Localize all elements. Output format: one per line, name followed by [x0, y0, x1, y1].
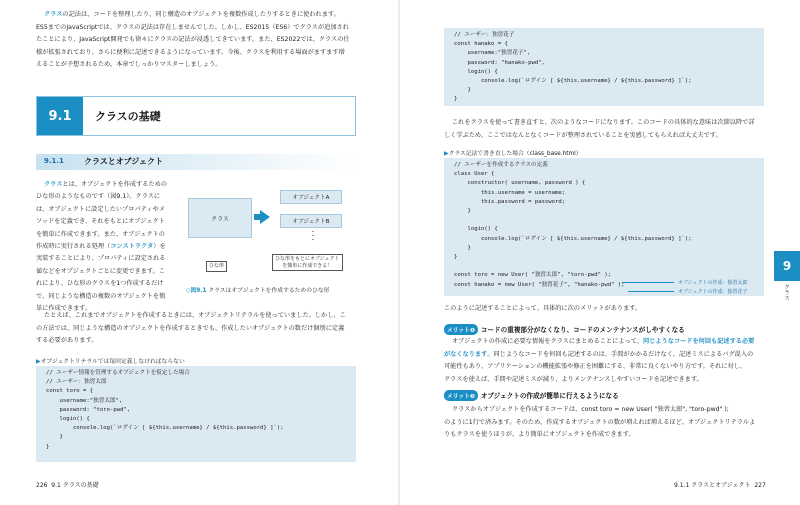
subsection-number: 9.1.1 — [44, 157, 64, 165]
code-line: this.password = password; — [454, 198, 566, 205]
intro-line — [36, 48, 345, 59]
arrow-right-icon — [260, 210, 270, 224]
body-text: 値などをオブジェクトごとに変更できます。こ — [36, 267, 165, 275]
merit-2-badge: メリット❷ — [444, 390, 478, 401]
subsection-title: クラスとオブジェクト — [84, 157, 164, 166]
code-line: // ユーザー情報を管理するオブジェクトを仮定した場合 — [46, 370, 190, 376]
intro-line — [44, 10, 340, 21]
term-highlight: コンストラクタ — [110, 243, 154, 250]
right-page — [400, 0, 800, 505]
body-text: とは、オブジェクトを作成するための — [62, 181, 168, 188]
body-line — [36, 292, 165, 303]
annotation-line-1 — [622, 282, 674, 283]
code-line: const hanako = { — [454, 41, 508, 48]
diagram-ellipsis: ・ ・ ・ — [310, 229, 317, 244]
intro-line — [36, 23, 349, 34]
code-block-class — [444, 158, 764, 296]
annotation-line-2 — [628, 291, 674, 292]
annotation-hanako: オブジェクトの作成：独習花子 — [678, 289, 748, 295]
chapter-label: クラス — [783, 284, 789, 301]
intro-text: ES5までのJavaScriptでは、クラスの記法は存在しませんでした。しかし、ES2015（ES6）でクラスが追加され — [36, 23, 349, 31]
code-line: login() { — [46, 416, 90, 423]
subsection-heading — [36, 154, 356, 170]
code-line — [454, 262, 764, 271]
merit-text: クラスを使えば、手間や記述ミスが減り、よりメンテナンスしやすいコードを記述できます。 — [444, 375, 703, 383]
figure-caption-text: クラスはオブジェクトを作成するためのひな形 — [208, 288, 330, 294]
code-line: // ユーザー：独習太郎 — [46, 379, 107, 386]
body-text: 実装することにより、プロパティに設定される — [36, 255, 166, 263]
intro-text: 様が拡張されており、さらに便利に記述できるようになっています。今後、クラスを利用する場面がますます増 — [36, 48, 345, 56]
caption-triangle-icon: ▶ — [444, 150, 449, 157]
merit-highlight: がなくなります — [444, 350, 488, 358]
body-text: ひな形のようなものです（図9.1）。クラスに — [36, 193, 161, 201]
code-line: } — [46, 434, 63, 441]
section-number: 9.1 — [37, 97, 83, 135]
merit-text: オブジェクトの作成に必要な情報をクラスにまとめることによって、 — [452, 338, 643, 345]
code-line — [454, 216, 764, 225]
code-line: login() { — [454, 226, 498, 233]
paragraph-line: する必要があります。 — [36, 337, 98, 345]
paragraph-line: たとえば、これまでオブジェクトを作成するときには、オブジェクトリテラルを使っていました。しかし、こ — [44, 312, 346, 319]
figure-caption-mark: ◇図9.1 — [186, 288, 207, 294]
merit-line: クラスからオブジェクトを作成するコードは、const toro = new User( "独習太郎", "toro-pwd" ); — [452, 406, 729, 413]
page-number: 226 — [36, 482, 48, 489]
merit-highlight: 同じようなコードを何回も記述する必要 — [642, 338, 755, 345]
code-caption-class-text: クラス記法で書き直した場合（class_base.html） — [448, 151, 582, 157]
body-line — [36, 254, 165, 265]
code-line: } — [454, 208, 471, 215]
paragraph-merits-intro: このように記述することによって、具体的に次のメリットがあります。 — [444, 305, 642, 312]
code-caption-literal-text: オブジェクトリテラルでは毎回定義しなければならない — [40, 359, 185, 365]
paragraph-line: しく学ぶため、ここではなんとなくコードが整理されていることを実感してもらえれば大丈夫です。 — [444, 131, 722, 139]
merit-line — [452, 337, 754, 348]
diagram-object-b: オブジェクトB — [280, 214, 342, 228]
code-line: username:"独習花子", — [454, 50, 531, 57]
caption-triangle-icon: ▶ — [36, 358, 41, 365]
merit-text: 可能性もあり、アプリケーションの機能拡張や修正を困難にする、非常に良くないやり方です。それに対し、 — [444, 363, 747, 371]
footer-title: クラスとオブジェクト — [691, 482, 751, 489]
code-line: constructor( username, password ) { — [454, 180, 586, 187]
footer-section: 9.1 — [51, 482, 61, 489]
code-line: const toro = new User( "独習太郎", "toro-pwd" ); — [454, 272, 612, 279]
diagram-class-box: クラス — [188, 198, 252, 238]
footer-section: 9.1.1 — [674, 482, 690, 489]
merit-line — [444, 375, 703, 386]
body-line — [36, 217, 165, 228]
body-text: ソッドを定義でき、それをもとにオブジェクト — [36, 218, 165, 226]
body-line — [36, 192, 160, 203]
left-footer — [36, 480, 99, 489]
diagram-callout: ひな形をもとにオブジェクト を簡単に作成できる！ — [272, 254, 343, 271]
body-text: 作成時に実行される処理（ — [36, 243, 111, 250]
merit-line: りもクラスを使うほうが、より簡単にオブジェクトを作成できます。 — [444, 431, 635, 439]
body-line — [36, 279, 164, 290]
code-line: // ユーザーを作成するクラスの定義 — [454, 162, 548, 168]
body-text: は、オブジェクトに設定したいプロパティやメ — [36, 205, 165, 213]
code-line: } — [46, 443, 50, 450]
merit-1-heading — [444, 324, 685, 335]
code-block-object-literal — [36, 366, 356, 462]
code-line: this.username = username; — [454, 189, 566, 196]
code-caption-class — [444, 148, 582, 157]
code-line: login() { — [454, 68, 498, 75]
merit-1-title: コードの重複部分がなくなり、コードのメンテナンスがしやすくなる — [480, 326, 685, 334]
body-text: を簡単に作成できます。また、オブジェクトの — [36, 230, 165, 238]
body-text: で、同じような構造の複数のオブジェクトを簡 — [36, 292, 166, 300]
diagram-object-a: オブジェクトA — [280, 190, 342, 204]
code-line: const toro = { — [46, 388, 94, 395]
term-highlight: クラス — [44, 181, 63, 188]
body-line — [44, 180, 167, 191]
code-line: } — [454, 254, 458, 261]
class-diagram — [186, 178, 356, 282]
code-line: } — [454, 96, 458, 103]
section-title: クラスの基礎 — [95, 110, 161, 123]
code-line: username:"独習太郎", — [46, 397, 123, 404]
page-number: 227 — [754, 482, 766, 489]
section-heading — [36, 96, 356, 136]
merit-line — [444, 362, 746, 373]
body-text: 単に作成できます。 — [36, 305, 92, 312]
intro-text: の記法は、コードを整理したり、同じ構造のオブジェクトを複数作成したりするときに使われます。 — [62, 11, 340, 18]
code-line: // ユーザー：独習花子 — [454, 32, 515, 38]
code-line: class User { — [454, 171, 495, 178]
diagram-hinagata-label: ひな形 — [206, 261, 227, 272]
code-caption-literal — [36, 356, 185, 365]
chapter-tab: 9 — [774, 251, 800, 281]
body-text: れにより、ひな形のクラスを1つ作成するだけ — [36, 280, 164, 288]
merit-line: のように1行で済みます。そのため、作成するオブジェクトの数が増えれば増えるほど、オブジェクトリテラルよ — [444, 418, 756, 426]
intro-line — [36, 60, 221, 71]
code-line: } — [454, 87, 471, 94]
paragraph-line: の方法では、同じような構造のオブジェクトを作成するときでも、作成したいオブジェクトの数だけ個別に定義 — [36, 324, 345, 332]
right-footer — [674, 480, 766, 489]
intro-text: たことにより、JavaScript開発でも徐々にクラスの記法が浸透してきています。また、ES2022では、クラスの仕 — [36, 36, 350, 44]
body-line — [36, 230, 165, 241]
term-highlight: クラス — [44, 11, 63, 18]
code-line: password: "hanako-pwd", — [454, 59, 545, 66]
code-line: password: "toro-pwd", — [46, 406, 131, 413]
merit-2-title: オブジェクトの作成が簡単に行えるようになる — [480, 392, 619, 400]
code-line: console.log(`ログイン [ ${this.username} / ${this.password} ]`); — [46, 425, 284, 432]
intro-text: えることが予想されるため、本章でしっかりマスターしましょう。 — [36, 61, 222, 69]
code-line: console.log(`ログイン [ ${this.username} / ${this.password} ]`); — [454, 235, 692, 242]
code-line: const hanako = new User( "独習花子", "hanako-pwd" ); — [454, 281, 625, 288]
paragraph-line: これをクラスを使って書き直すと、次のようなコードになります。このコードの具体的な意味は次節以降で詳 — [452, 119, 755, 126]
merit-line — [444, 350, 753, 361]
annotation-toro: オブジェクトの作成：独習太郎 — [678, 280, 748, 286]
code-line: } — [454, 244, 471, 251]
body-line — [36, 205, 165, 216]
code-line: console.log(`ログイン [ ${this.username} / ${this.password} ]`); — [454, 78, 692, 85]
footer-title: クラスの基礎 — [62, 482, 99, 489]
body-text: ）を — [153, 243, 166, 250]
merit-text: 。同じようなコードを何回も記述するのは、手間がかかるだけなく、記述ミスによるバグ混入の — [487, 350, 754, 358]
merit-1-badge: メリット❶ — [444, 324, 478, 335]
figure-caption — [186, 285, 329, 294]
intro-line — [36, 35, 350, 46]
body-line — [36, 242, 166, 253]
merit-2-heading — [444, 390, 619, 401]
code-block-hanako-literal — [444, 28, 764, 106]
body-line — [36, 267, 165, 278]
